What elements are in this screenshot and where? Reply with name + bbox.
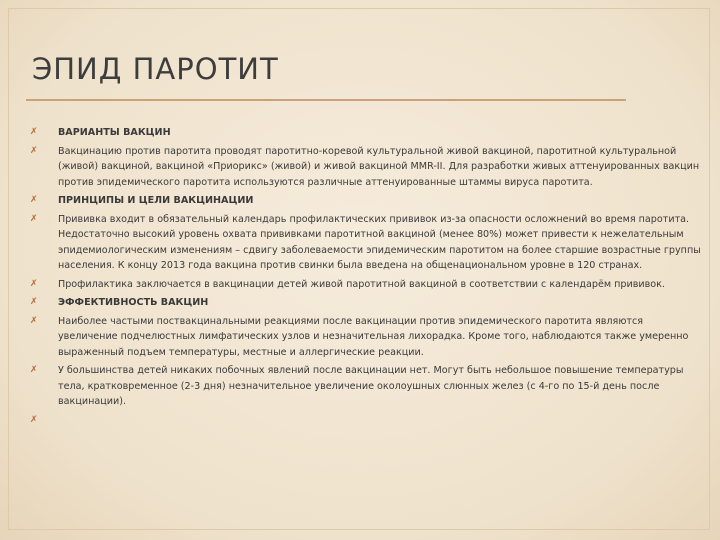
x-bullet-icon: ✗ [30,195,38,205]
bullet-text: Профилактика заключается в вакцинации детей живой паротитной вакциной в соответствии с календарём прививок. [58,278,665,290]
bullet-item-empty [30,413,702,428]
x-bullet-icon: ✗ [30,145,38,156]
title-underline [26,99,626,101]
x-bullet-icon: ✗ [30,315,38,326]
bullet-text: ЭФФЕКТИВНОСТЬ ВАКЦИН [58,297,209,308]
x-bullet-icon: ✗ [30,297,38,307]
bullet-item-principles-description [30,212,702,274]
bullet-item-heading-effectiveness [30,295,702,311]
bullet-item-heading-principles [30,193,702,209]
bullet-text: Прививка входит в обязательный календарь профилактических прививок из-за опасности осложнений во время паротита. Недостаточно высокий уровень охвата прививками паротитной вакциной (менее 80%) может привести к нежелательным эпидемиологическим изменениям – сдвигу заболеваемости эпидемическим паротитом на более старшие возрастные группы населения. К концу 2013 года вакцина против свинки была введена на общенациональном уровне в 120 странах. [58,213,701,271]
x-bullet-icon: ✗ [30,414,38,425]
bullet-item-reactions [30,314,702,361]
bullet-item-side-effects [30,363,702,410]
slide-title: ЭПИД ПАРОТИТ [32,52,279,86]
bullet-text: У большинства детей никаких побочных явлений после вакцинации нет. Могут быть небольшое повышение температуры тела, кратковременное (2-3 дня) незначительное увеличение околоушных слюнных желез (с 4-го по 15-й день после вакцинации). [58,365,684,407]
bullet-text: Наиболее частыми поствакцинальными реакциями после вакцинации против эпидемического паротита являются увеличение подчелюстных лимфатических узлов и незначительная лихорадка. Кроме того, наблюдаются также умеренно выраженный подъем температуры, местные и аллергические реакции. [58,315,689,358]
x-bullet-icon: ✗ [30,278,38,289]
x-bullet-icon: ✗ [30,213,38,224]
bullet-item-heading-vaccine-variants [30,125,702,141]
x-bullet-icon: ✗ [30,127,38,137]
bullet-text: Вакцинацию против паротита проводят паротитно-коревой культуральной живой вакциной, паротитной культуральной (живой) вакциной, вакциной «Приорикс» (живой) и живой вакциной MMR-II. Для разработки живых аттенуированных вакцин против эпидемического паротита используются различные аттенуированные штаммы вируса паротита. [58,145,700,188]
bullet-text: ПРИНЦИПЫ И ЦЕЛИ ВАКЦИНАЦИИ [58,195,254,206]
bullet-list [30,125,702,431]
bullet-text: ВАРИАНТЫ ВАКЦИН [58,127,171,138]
x-bullet-icon: ✗ [30,365,38,375]
bullet-item-prevention [30,277,702,293]
bullet-item-vaccines-description [30,144,702,191]
